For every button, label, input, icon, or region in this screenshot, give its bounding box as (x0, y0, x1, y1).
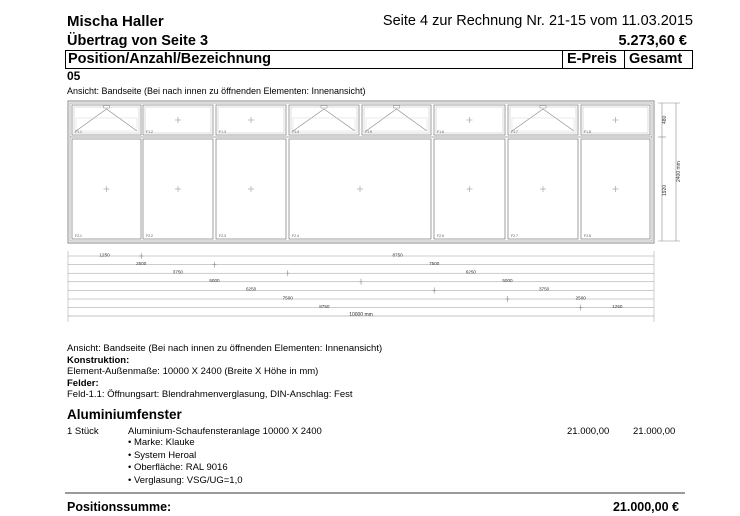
dimension-label-right: 3750 (539, 286, 550, 292)
position-sum-label: Positionssumme: (67, 500, 172, 514)
summary-divider (65, 492, 685, 494)
column-header-position: Position/Anzahl/Bezeichnung (68, 51, 272, 67)
right-dim-top: 480 (662, 115, 668, 124)
item-features (128, 437, 243, 487)
transom-pane (289, 105, 359, 135)
top-fields (72, 105, 650, 135)
dimension-rows (68, 252, 654, 310)
outer-frame (68, 101, 654, 243)
transom-glass (291, 107, 357, 133)
dimension-label-left: 6250 (246, 286, 257, 292)
transom-pane (508, 105, 578, 135)
details-fields-label: Felder: (67, 377, 99, 389)
field-label: F1.7 (511, 130, 519, 134)
right-dim-total: 2400 mm (676, 161, 682, 182)
carry-over-label: Übertrag von Seite 3 (67, 33, 209, 49)
transom-glass (510, 107, 576, 133)
field-label: F1.8 (584, 130, 592, 134)
field-label: F2.3 (219, 234, 227, 238)
item-unit-price: 21.000,00 (567, 426, 610, 437)
tilt-symbol-icon (366, 109, 427, 131)
customer-name: Mischa Haller (67, 13, 164, 30)
field-label: F1.5 (365, 130, 373, 134)
item-description: Aluminium-Schaufensteranlage 10000 X 2400 (128, 426, 322, 437)
details-block (67, 343, 382, 401)
section-title: Aluminiumfenster (67, 407, 182, 422)
handle-icon (540, 106, 546, 109)
field-label: F2.2 (146, 234, 154, 238)
handle-icon (394, 106, 400, 109)
dimension-label-left: 3750 (172, 269, 183, 275)
dimension-label-left: 5000 (209, 278, 220, 284)
field-label: F1.6 (437, 130, 445, 134)
field-label: F2.4 (292, 234, 300, 238)
field-label: F2.1 (75, 234, 83, 238)
feature-surface: • Oberfläche: RAL 9016 (128, 462, 228, 473)
view-caption: Ansicht: Bandseite (Bei nach innen zu öffnenden Elementen: Innenansicht) (67, 86, 366, 96)
field-label: F2.7 (511, 234, 519, 238)
feature-glazing: • Verglasung: VSG/UG=1,0 (128, 474, 243, 486)
dimension-label-right: 1250 (612, 303, 623, 309)
dimension-label-right: 8750 (392, 252, 403, 258)
dimension-label-left: 2500 (136, 260, 147, 266)
column-header-total: Gesamt (629, 51, 683, 67)
details-outer-dims: Element-Außenmaße: 10000 X 2400 (Breite X Höhe in mm) (67, 366, 319, 377)
dimension-label-left: 1250 (99, 252, 110, 258)
details-view-line: Ansicht: Bandseite (Bei nach innen zu öffnenden Elementen: Innenansicht) (67, 343, 383, 354)
details-field-1-1: Feld-1.1: Öffnungsart: Blendrahmenverglasung, DIN-Anschlag: Fest (67, 389, 353, 400)
dimension-label-right: 2500 (575, 295, 586, 301)
transom-glass (364, 107, 429, 133)
dimension-label-right: 5000 (502, 278, 513, 284)
dimension-label-left: 7500 (282, 295, 293, 301)
handle-icon (104, 106, 110, 109)
tilt-symbol-icon (293, 109, 355, 131)
carry-over-value: 5.273,60 € (618, 33, 687, 49)
handle-icon (321, 106, 327, 109)
dimension-label-left: 8750 (319, 303, 330, 309)
dimension-label-right: 7500 (429, 260, 440, 266)
tilt-symbol-icon (512, 109, 574, 131)
feature-brand: • Marke: Klauke (128, 437, 195, 448)
field-label: F1.4 (292, 130, 300, 134)
field-label: F2.8 (584, 234, 592, 238)
item-quantity: 1 Stück (67, 426, 99, 437)
feature-system: • System Heroal (128, 449, 197, 461)
dimension-label-right: 6250 (465, 269, 476, 275)
item-total: 21.000,00 (633, 426, 676, 437)
right-dim-bottom: 1920 (662, 184, 668, 196)
column-header-unit-price: E-Preis (567, 51, 617, 67)
total-width-label: 10000 mm (349, 312, 373, 318)
page-info: Seite 4 zur Rechnung Nr. 21-15 vom 11.03.2015 (382, 13, 693, 29)
field-label: F1.2 (146, 130, 154, 134)
transom-pane (72, 105, 141, 135)
field-label: F1.3 (219, 130, 227, 134)
field-label: F1.1 (75, 130, 83, 134)
field-label: F2.5 (437, 234, 445, 238)
details-construction-label: Konstruktion: (67, 354, 130, 366)
position-sum-value: 21.000,00 € (612, 500, 679, 514)
transom-pane (362, 105, 431, 135)
inner-frame (70, 103, 652, 241)
bottom-fields (72, 139, 650, 239)
transom-glass (74, 107, 139, 133)
position-number: 05 (67, 69, 81, 83)
tilt-symbol-icon (76, 109, 137, 131)
